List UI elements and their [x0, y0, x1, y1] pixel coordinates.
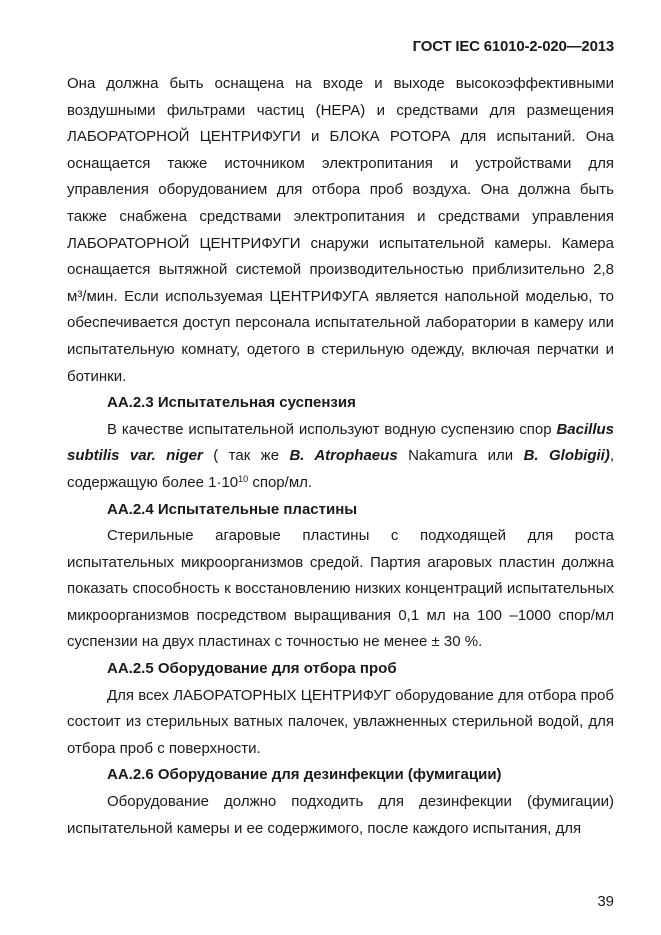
document-body [67, 71, 614, 842]
section-heading-aa-2-5: AA.2.5 Оборудование для отбора проб [107, 660, 397, 678]
suspension-unit-text: спор/мл. [248, 473, 313, 491]
suspension-mid-text-2: Nakamura или [397, 447, 524, 465]
page-number: 39 [597, 893, 614, 910]
section-heading-aa-2-6: AA.2.6 Оборудование для дезинфекции (фумигации) [107, 766, 502, 784]
section-body-aa-2-5: Для всех ЛАБОРАТОРНЫХ ЦЕНТРИФУГ оборудование для отбора проб состоит из стерильных ватных палочек, увлажненных стерильной водой, для отбора проб с поверхности. [67, 686, 614, 757]
section-body-aa-2-3 [67, 417, 614, 497]
concentration-exponent: 10 [238, 473, 249, 484]
suspension-mid-text-1: ( так же [202, 447, 290, 465]
section-body-aa-2-4: Стерильные агаровые пластины с подходящей для роста испытательных микроорганизмов средой. Партия агаровых пластин должна показать способность к восстановлению низких концентраций испытательных микроорганизмов посредством выращивания 0,1 мл на 100 –1000 спор/мл суспензии на двух пластинах с точностью не менее ± 30 %. [67, 527, 614, 651]
species-name-bacillus-subtilis: Bacillus subtilis var. niger [67, 420, 614, 465]
intro-paragraph: Она должна быть оснащена на входе и выходе высокоэффективными воздушными фильтрами частиц (HEPA) и средствами для размещения ЛАБОРАТОРНОЙ ЦЕНТРИФУГИ и БЛОКА РОТОРА для испытаний. Она оснащается также источником электропитания и устройствами для управления оборудованием для отбора проб воздуха. Она должна быть также снабжена средствами электропитания и средствами управления ЛАБОРАТОРНОЙ ЦЕНТРИФУГИ снаружи испытательной камеры. Камера оснащается вытяжной системой производительностью приблизительно 2,8 м³/мин. Если используемая ЦЕНТРИФУГА является напольной моделью, то обеспечивается доступ персонала испытательной лаборатории в камеру или испытательную комнату, одетого в стерильную одежду, включая перчатки и ботинки. [67, 75, 614, 385]
document-header: ГОСТ IEC 61010-2-020—2013 [412, 38, 614, 55]
species-name-globigii: B. Globigii) [523, 447, 610, 465]
suspension-lead-text: В качестве испытательной используют водную суспензию спор [107, 420, 557, 438]
section-heading-aa-2-3: AA.2.3 Испытательная суспензия [107, 394, 356, 412]
section-heading-aa-2-4: AA.2.4 Испытательные пластины [107, 500, 358, 518]
species-name-atrophaeus: B. Atrophaeus [289, 447, 398, 465]
suspension-tail-text: , содержащую более 1·10 [67, 447, 614, 491]
section-body-aa-2-6: Оборудование должно подходить для дезинфекции (фумигации) испытательной камеры и ее содержимого, после каждого испытания, для [67, 793, 614, 837]
